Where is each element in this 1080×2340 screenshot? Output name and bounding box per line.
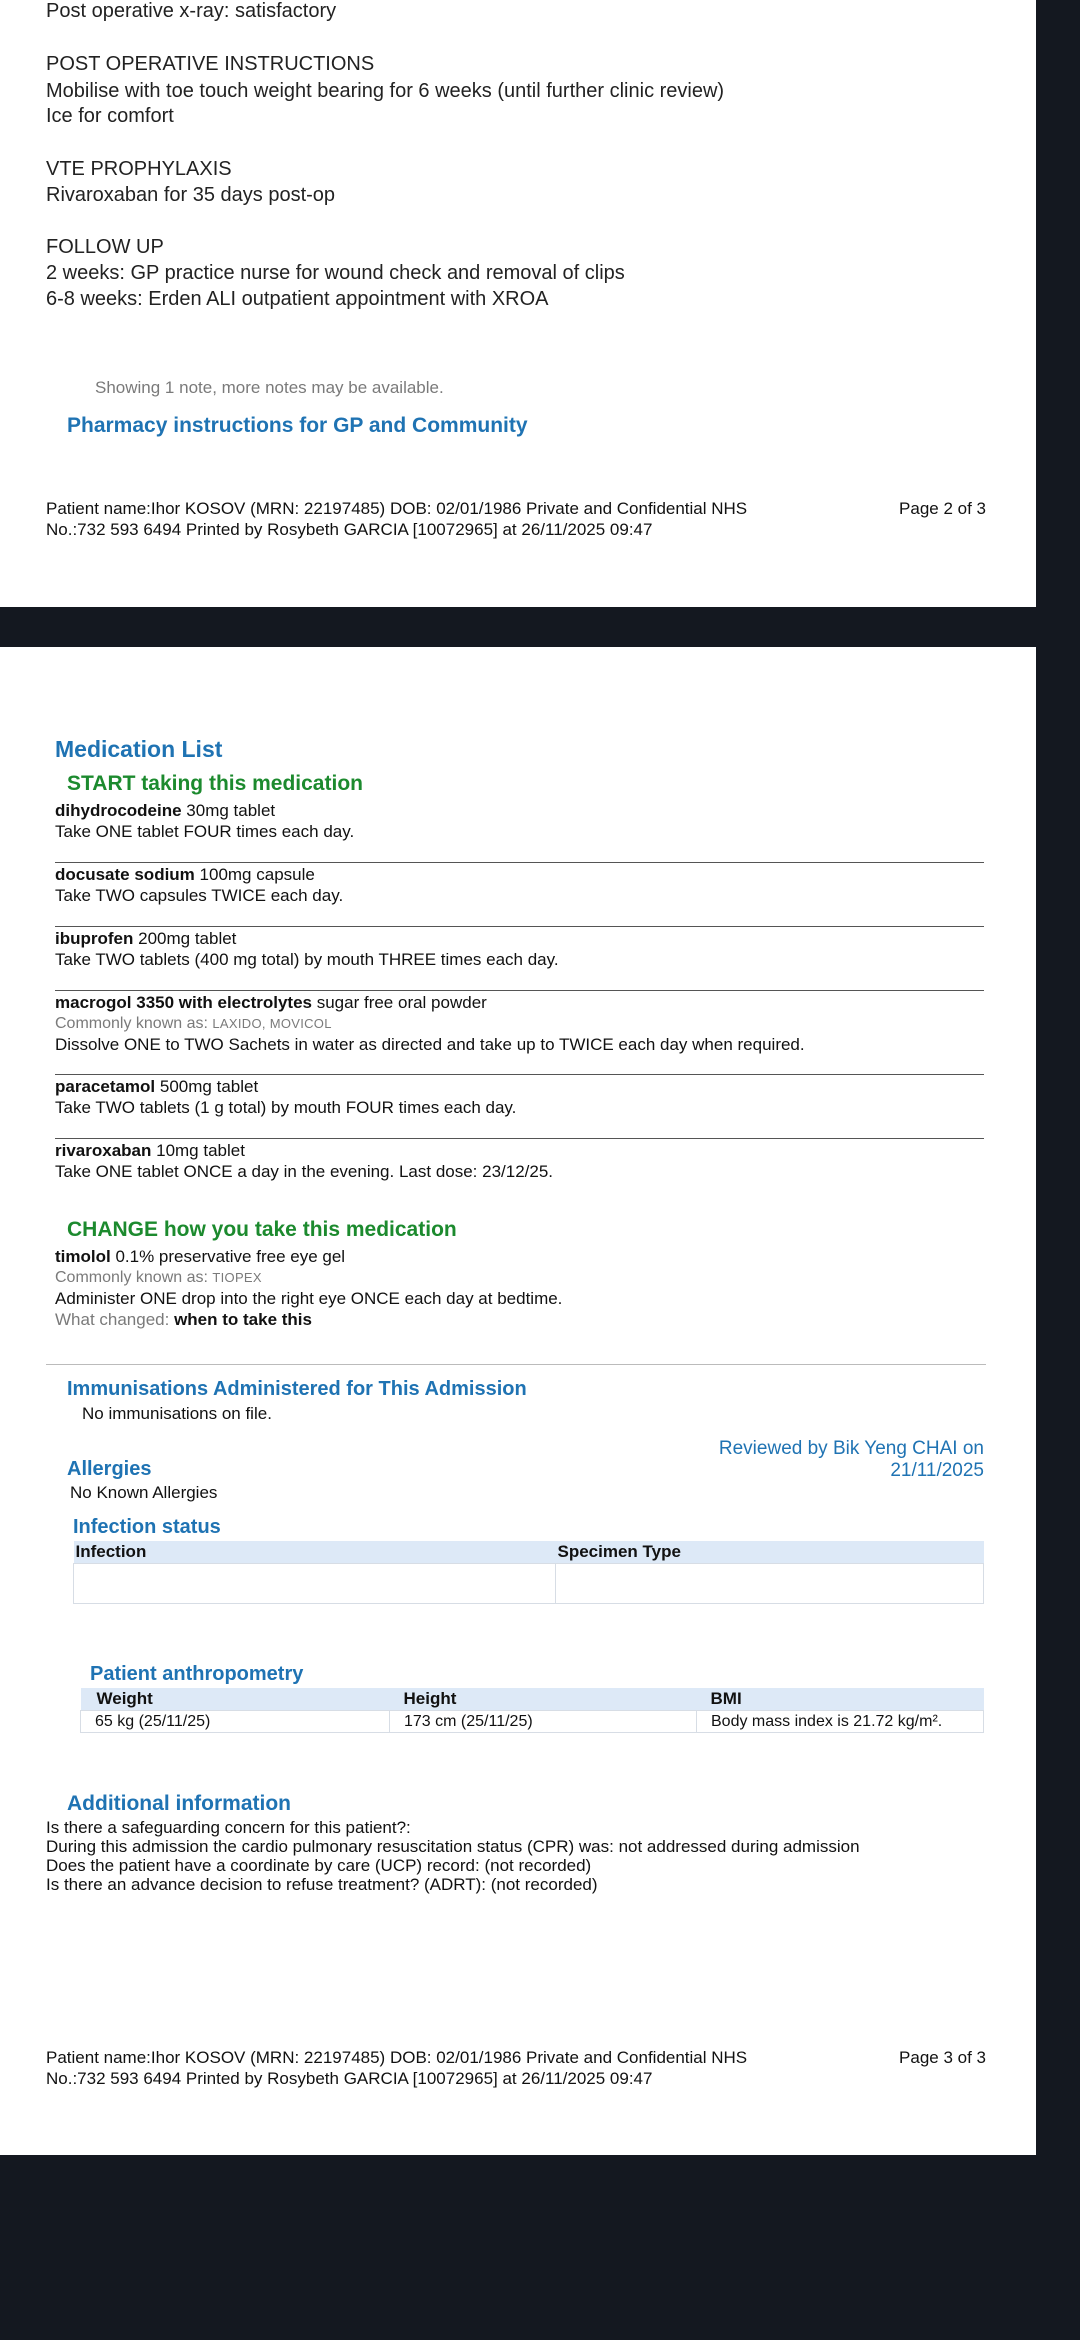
medication-name: rivaroxaban xyxy=(55,1141,152,1160)
medication-item xyxy=(55,992,984,1055)
infection-status-table xyxy=(73,1541,984,1604)
medication-item xyxy=(55,928,984,970)
post-op-heading: POST OPERATIVE INSTRUCTIONS xyxy=(46,53,375,75)
followup-line: 6-8 weeks: Erden ALI outpatient appointment with XROA xyxy=(46,288,549,310)
medication-form: 0.1% preservative free eye gel xyxy=(110,1247,346,1266)
medication-form: 500mg tablet xyxy=(155,1077,259,1096)
medication-form: sugar free oral powder xyxy=(312,993,487,1012)
additional-info-line: Is there a safeguarding concern for this patient?: xyxy=(46,1818,411,1837)
column-header-bmi: BMI xyxy=(697,1688,984,1711)
medication-instruction: Take ONE tablet ONCE a day in the evening. Last dose: 23/12/25. xyxy=(55,1162,554,1181)
column-header-infection: Infection xyxy=(74,1541,556,1564)
document-page-3 xyxy=(0,647,1036,2155)
medication-form: 30mg tablet xyxy=(181,801,276,820)
weight-value: 65 kg (25/11/25) xyxy=(81,1711,390,1733)
allergies-text: No Known Allergies xyxy=(70,1483,218,1502)
additional-info-line: During this admission the cardio pulmonary resuscitation status (CPR) was: not addressed during admission xyxy=(46,1837,860,1856)
anthropometry-heading: Patient anthropometry xyxy=(90,1663,304,1685)
column-header-weight: Weight xyxy=(81,1688,390,1711)
immunisations-text: No immunisations on file. xyxy=(82,1404,272,1423)
allergies-heading: Allergies xyxy=(67,1458,152,1480)
medication-name: dihydrocodeine xyxy=(55,801,182,820)
allergies-reviewed xyxy=(719,1438,984,1482)
known-as-label: Commonly known as: xyxy=(55,1269,213,1286)
divider xyxy=(55,926,984,927)
followup-line: 2 weeks: GP practice nurse for wound check and removal of clips xyxy=(46,262,625,284)
page-number: Page 2 of 3 xyxy=(899,499,986,518)
medication-name: ibuprofen xyxy=(55,929,134,948)
medication-item xyxy=(55,864,984,906)
followup-heading: FOLLOW UP xyxy=(46,236,164,258)
known-as-value: TIOPEX xyxy=(212,1270,262,1285)
additional-info-heading: Additional information xyxy=(67,1792,291,1815)
divider xyxy=(55,990,984,991)
known-as-label: Commonly known as: xyxy=(55,1015,213,1032)
column-header-specimen-type: Specimen Type xyxy=(556,1541,984,1564)
bmi-value: Body mass index is 21.72 kg/m². xyxy=(697,1711,984,1733)
section-divider xyxy=(46,1364,986,1365)
divider xyxy=(55,862,984,863)
medication-name: docusate sodium xyxy=(55,865,195,884)
post-op-line: Ice for comfort xyxy=(46,105,174,127)
footer-patient-line: Patient name:Ihor KOSOV (MRN: 22197485) DOB: 02/01/1986 Private and Confidential NHS xyxy=(46,2048,748,2067)
post-op-line: Mobilise with toe touch weight bearing for 6 weeks (until further clinic review) xyxy=(46,80,725,102)
column-header-height: Height xyxy=(390,1688,697,1711)
medication-instruction: Take TWO tablets (1 g total) by mouth FOUR times each day. xyxy=(55,1098,517,1117)
vte-line: Rivaroxaban for 35 days post-op xyxy=(46,184,336,206)
what-changed-label: What changed: xyxy=(55,1310,175,1329)
medication-instruction: Take ONE tablet FOUR times each day. xyxy=(55,822,355,841)
medication-form: 100mg capsule xyxy=(194,865,315,884)
table-cell xyxy=(556,1564,984,1604)
immunisations-heading: Immunisations Administered for This Admission xyxy=(67,1378,527,1400)
medication-name: paracetamol xyxy=(55,1077,156,1096)
reviewed-date: 21/11/2025 xyxy=(890,1460,984,1481)
medication-form: 10mg tablet xyxy=(151,1141,245,1160)
medication-item xyxy=(55,1140,984,1182)
divider xyxy=(55,1138,984,1139)
what-changed-value: when to take this xyxy=(174,1310,312,1329)
medication-item xyxy=(55,1246,984,1330)
additional-info-line: Does the patient have a coordinate by care (UCP) record: (not recorded) xyxy=(46,1856,592,1875)
page-number: Page 3 of 3 xyxy=(899,2048,986,2067)
reviewed-by: Reviewed by Bik Yeng CHAI on xyxy=(718,1438,984,1459)
medication-form: 200mg tablet xyxy=(133,929,237,948)
table-cell xyxy=(74,1564,556,1604)
divider xyxy=(55,1074,984,1075)
footer-printed-line: No.:732 593 6494 Printed by Rosybeth GARCIA [10072965] at 26/11/2025 09:47 xyxy=(46,2069,653,2088)
vte-heading: VTE PROPHYLAXIS xyxy=(46,158,232,180)
known-as-value: LAXIDO, MOVICOL xyxy=(212,1016,332,1031)
height-value: 173 cm (25/11/25) xyxy=(390,1711,697,1733)
medication-instruction: Dissolve ONE to TWO Sachets in water as directed and take up to TWICE each day when required. xyxy=(55,1035,805,1054)
footer-printed-line: No.:732 593 6494 Printed by Rosybeth GARCIA [10072965] at 26/11/2025 09:47 xyxy=(46,520,653,539)
document-page-2 xyxy=(0,0,1036,607)
page-footer xyxy=(46,498,986,540)
infection-status-heading: Infection status xyxy=(73,1516,221,1538)
medication-instruction: Take TWO capsules TWICE each day. xyxy=(55,886,344,905)
medication-instruction: Take TWO tablets (400 mg total) by mouth THREE times each day. xyxy=(55,950,559,969)
footer-patient-line: Patient name:Ihor KOSOV (MRN: 22197485) DOB: 02/01/1986 Private and Confidential NHS xyxy=(46,499,748,518)
page-footer xyxy=(46,2047,986,2089)
change-medication-heading: CHANGE how you take this medication xyxy=(67,1218,457,1241)
xray-result: Post operative x-ray: satisfactory xyxy=(46,0,337,22)
medication-name: timolol xyxy=(55,1247,111,1266)
additional-info-list xyxy=(46,1818,860,1894)
medication-item xyxy=(55,800,984,842)
notes-availability-text: Showing 1 note, more notes may be available. xyxy=(95,378,444,397)
medication-instruction: Administer ONE drop into the right eye ONCE each day at bedtime. xyxy=(55,1289,563,1308)
medication-item xyxy=(55,1076,984,1118)
additional-info-line: Is there an advance decision to refuse treatment? (ADRT): (not recorded) xyxy=(46,1875,598,1894)
medication-list-heading: Medication List xyxy=(55,736,223,762)
start-medication-heading: START taking this medication xyxy=(67,772,363,795)
anthropometry-table xyxy=(80,1688,984,1733)
medication-name: macrogol 3350 with electrolytes xyxy=(55,993,312,1012)
pharmacy-instructions-heading: Pharmacy instructions for GP and Community xyxy=(67,414,528,437)
